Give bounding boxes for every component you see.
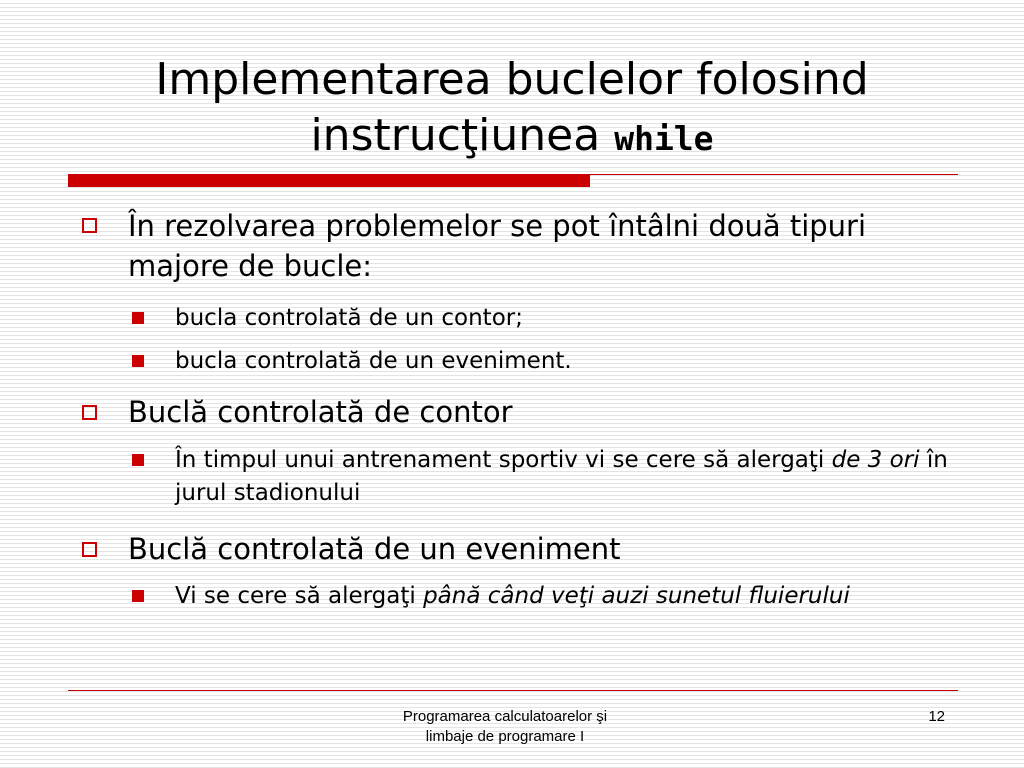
square-bullet-icon: [132, 355, 144, 367]
sub-bullet-2-1: [175, 444, 965, 510]
footer-line-2: limbaje de programare I: [425, 728, 585, 745]
title-code-keyword: while: [614, 119, 714, 158]
page-number: 12: [928, 708, 945, 725]
bullet-3: Buclă controlată de un eveniment: [128, 532, 621, 566]
sub-bullet-3-1-text: Vi se cere să alergaţi: [175, 583, 416, 609]
sub-bullet-3-1: [175, 580, 965, 613]
title-text: instrucţiunea: [310, 110, 601, 161]
sub-bullet-2-1-emphasis: de 3 ori: [831, 447, 920, 473]
hollow-square-bullet-icon: [82, 218, 97, 233]
square-bullet-icon: [132, 590, 144, 602]
square-bullet-icon: [132, 454, 144, 466]
footer-line-1: Programarea calculatoarelor şi: [402, 708, 608, 725]
footer-divider: [68, 690, 958, 691]
hollow-square-bullet-icon: [82, 542, 97, 557]
square-bullet-icon: [132, 312, 144, 324]
sub-bullet-3-1-emphasis: până când veţi auzi sunetul fluierului: [423, 583, 850, 609]
bullet-1: În rezolvarea problemelor se pot întâlni două tipuri majore de bucle:: [128, 209, 867, 283]
sub-bullet-2-1-tail: în jurul stadionului: [175, 447, 948, 506]
title-line-1: Implementarea buclelor folosind: [155, 54, 869, 105]
sub-bullet-2-1-text: În timpul unui antrenament sportiv vi se cere să alergaţi: [175, 447, 825, 473]
sub-bullet-1-1: bucla controlată de un contor;: [175, 305, 523, 331]
footer-text: [350, 707, 660, 747]
sub-bullet-1-2: bucla controlată de un eveniment.: [175, 348, 572, 374]
hollow-square-bullet-icon: [82, 405, 97, 420]
bullet-2: Buclă controlată de contor: [128, 395, 513, 429]
